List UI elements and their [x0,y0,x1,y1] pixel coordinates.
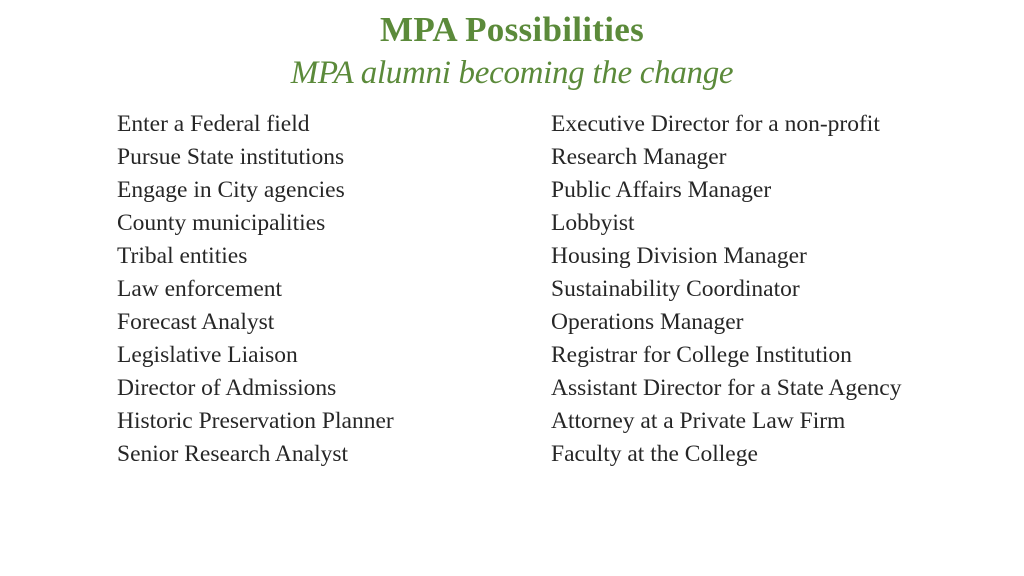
list-item: Tribal entities [117,243,248,269]
list-item: Research Manager [551,144,727,170]
list-item: Lobbyist [551,210,635,236]
list-item: Law enforcement [117,276,283,302]
right-career-list [551,108,901,471]
list-item: Legislative Liaison [117,342,298,368]
left-career-list [117,108,394,471]
list-item: Pursue State institutions [117,144,345,170]
list-item: Faculty at the College [551,441,758,467]
list-item: Forecast Analyst [117,309,275,335]
list-item: Operations Manager [551,309,744,335]
list-item: Historic Preservation Planner [117,408,394,434]
list-item: Enter a Federal field [117,111,310,137]
list-item: Registrar for College Institution [551,342,852,368]
slide-subtitle: MPA alumni becoming the change [290,55,734,91]
list-item: Senior Research Analyst [117,441,349,467]
list-item: Public Affairs Manager [551,177,772,203]
list-item: Sustainability Coordinator [551,276,800,302]
slide-title: MPA Possibilities [379,10,645,49]
list-item: County municipalities [117,210,326,236]
list-item: Housing Division Manager [551,243,807,269]
list-item: Executive Director for a non-profit [551,111,880,137]
list-item: Attorney at a Private Law Firm [551,408,846,434]
list-item: Engage in City agencies [117,177,345,203]
list-item: Director of Admissions [117,375,337,401]
list-item: Assistant Director for a State Agency [551,375,902,401]
